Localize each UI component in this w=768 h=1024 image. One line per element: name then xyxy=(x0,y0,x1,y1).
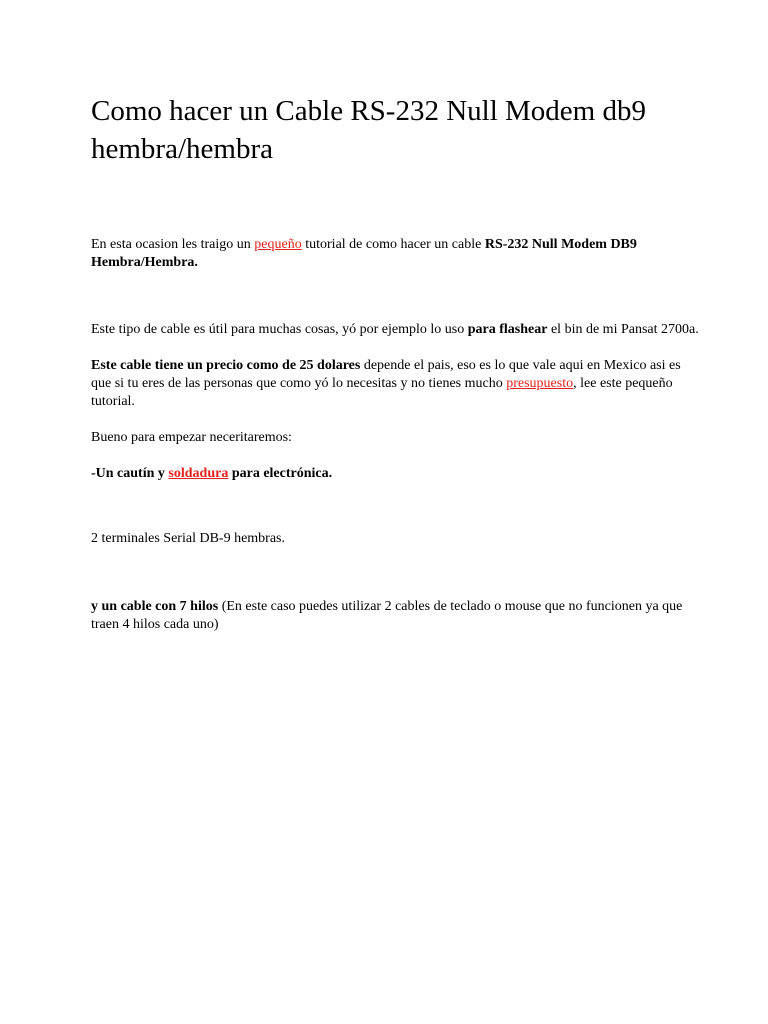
usage-text-1: Este tipo de cable es útil para muchas cosas, yó por ejemplo lo uso xyxy=(91,322,468,337)
paragraph-terminals xyxy=(91,530,701,548)
cable-text: (En este caso puedes utilizar 2 cables de teclado o mouse que no funcionen ya que traen 4 hilos cada uno) xyxy=(91,599,683,632)
link-presupuesto[interactable]: presupuesto xyxy=(506,376,574,391)
link-soldadura[interactable]: soldadura xyxy=(168,466,229,481)
terminals-text: 2 terminales Serial DB-9 hembras. xyxy=(91,531,286,546)
price-bold: Este cable tiene un precio como de 25 dolares xyxy=(91,358,361,373)
intro-text-1: En esta ocasion les traigo un xyxy=(91,237,255,252)
tools-bold-2: para electrónica. xyxy=(228,466,333,481)
start-text: Bueno para empezar neceritaremos: xyxy=(91,430,292,445)
paragraph-usage xyxy=(91,321,701,339)
paragraph-start xyxy=(91,429,701,447)
intro-text-2: tutorial de como hacer un cable xyxy=(301,237,485,252)
paragraph-intro xyxy=(91,236,701,272)
page-title: Como hacer un Cable RS-232 Null Modem db9 hembra/hembra xyxy=(91,95,646,165)
intro-bold-cable: RS-232 Null Modem DB9 Hembra/Hembra. xyxy=(91,237,637,270)
usage-bold-flashear: para flashear xyxy=(467,322,548,337)
price-text-1: depende el pais, eso es lo que vale aqui en Mexico asi es que si tu eres de las personas que como yó lo necesitas y no tienes mucho xyxy=(91,358,681,391)
tools-bold-1: -Un cautín y xyxy=(91,466,169,481)
price-text-2: , lee este pequeño tutorial. xyxy=(91,376,673,409)
link-pequeno[interactable]: pequeño xyxy=(254,237,302,252)
usage-text-2: el bin de mi Pansat 2700a. xyxy=(547,322,699,337)
paragraph-tools xyxy=(91,465,701,483)
cable-bold: y un cable con 7 hilos xyxy=(91,599,219,614)
paragraph-cable xyxy=(91,598,701,634)
paragraph-price xyxy=(91,357,701,411)
